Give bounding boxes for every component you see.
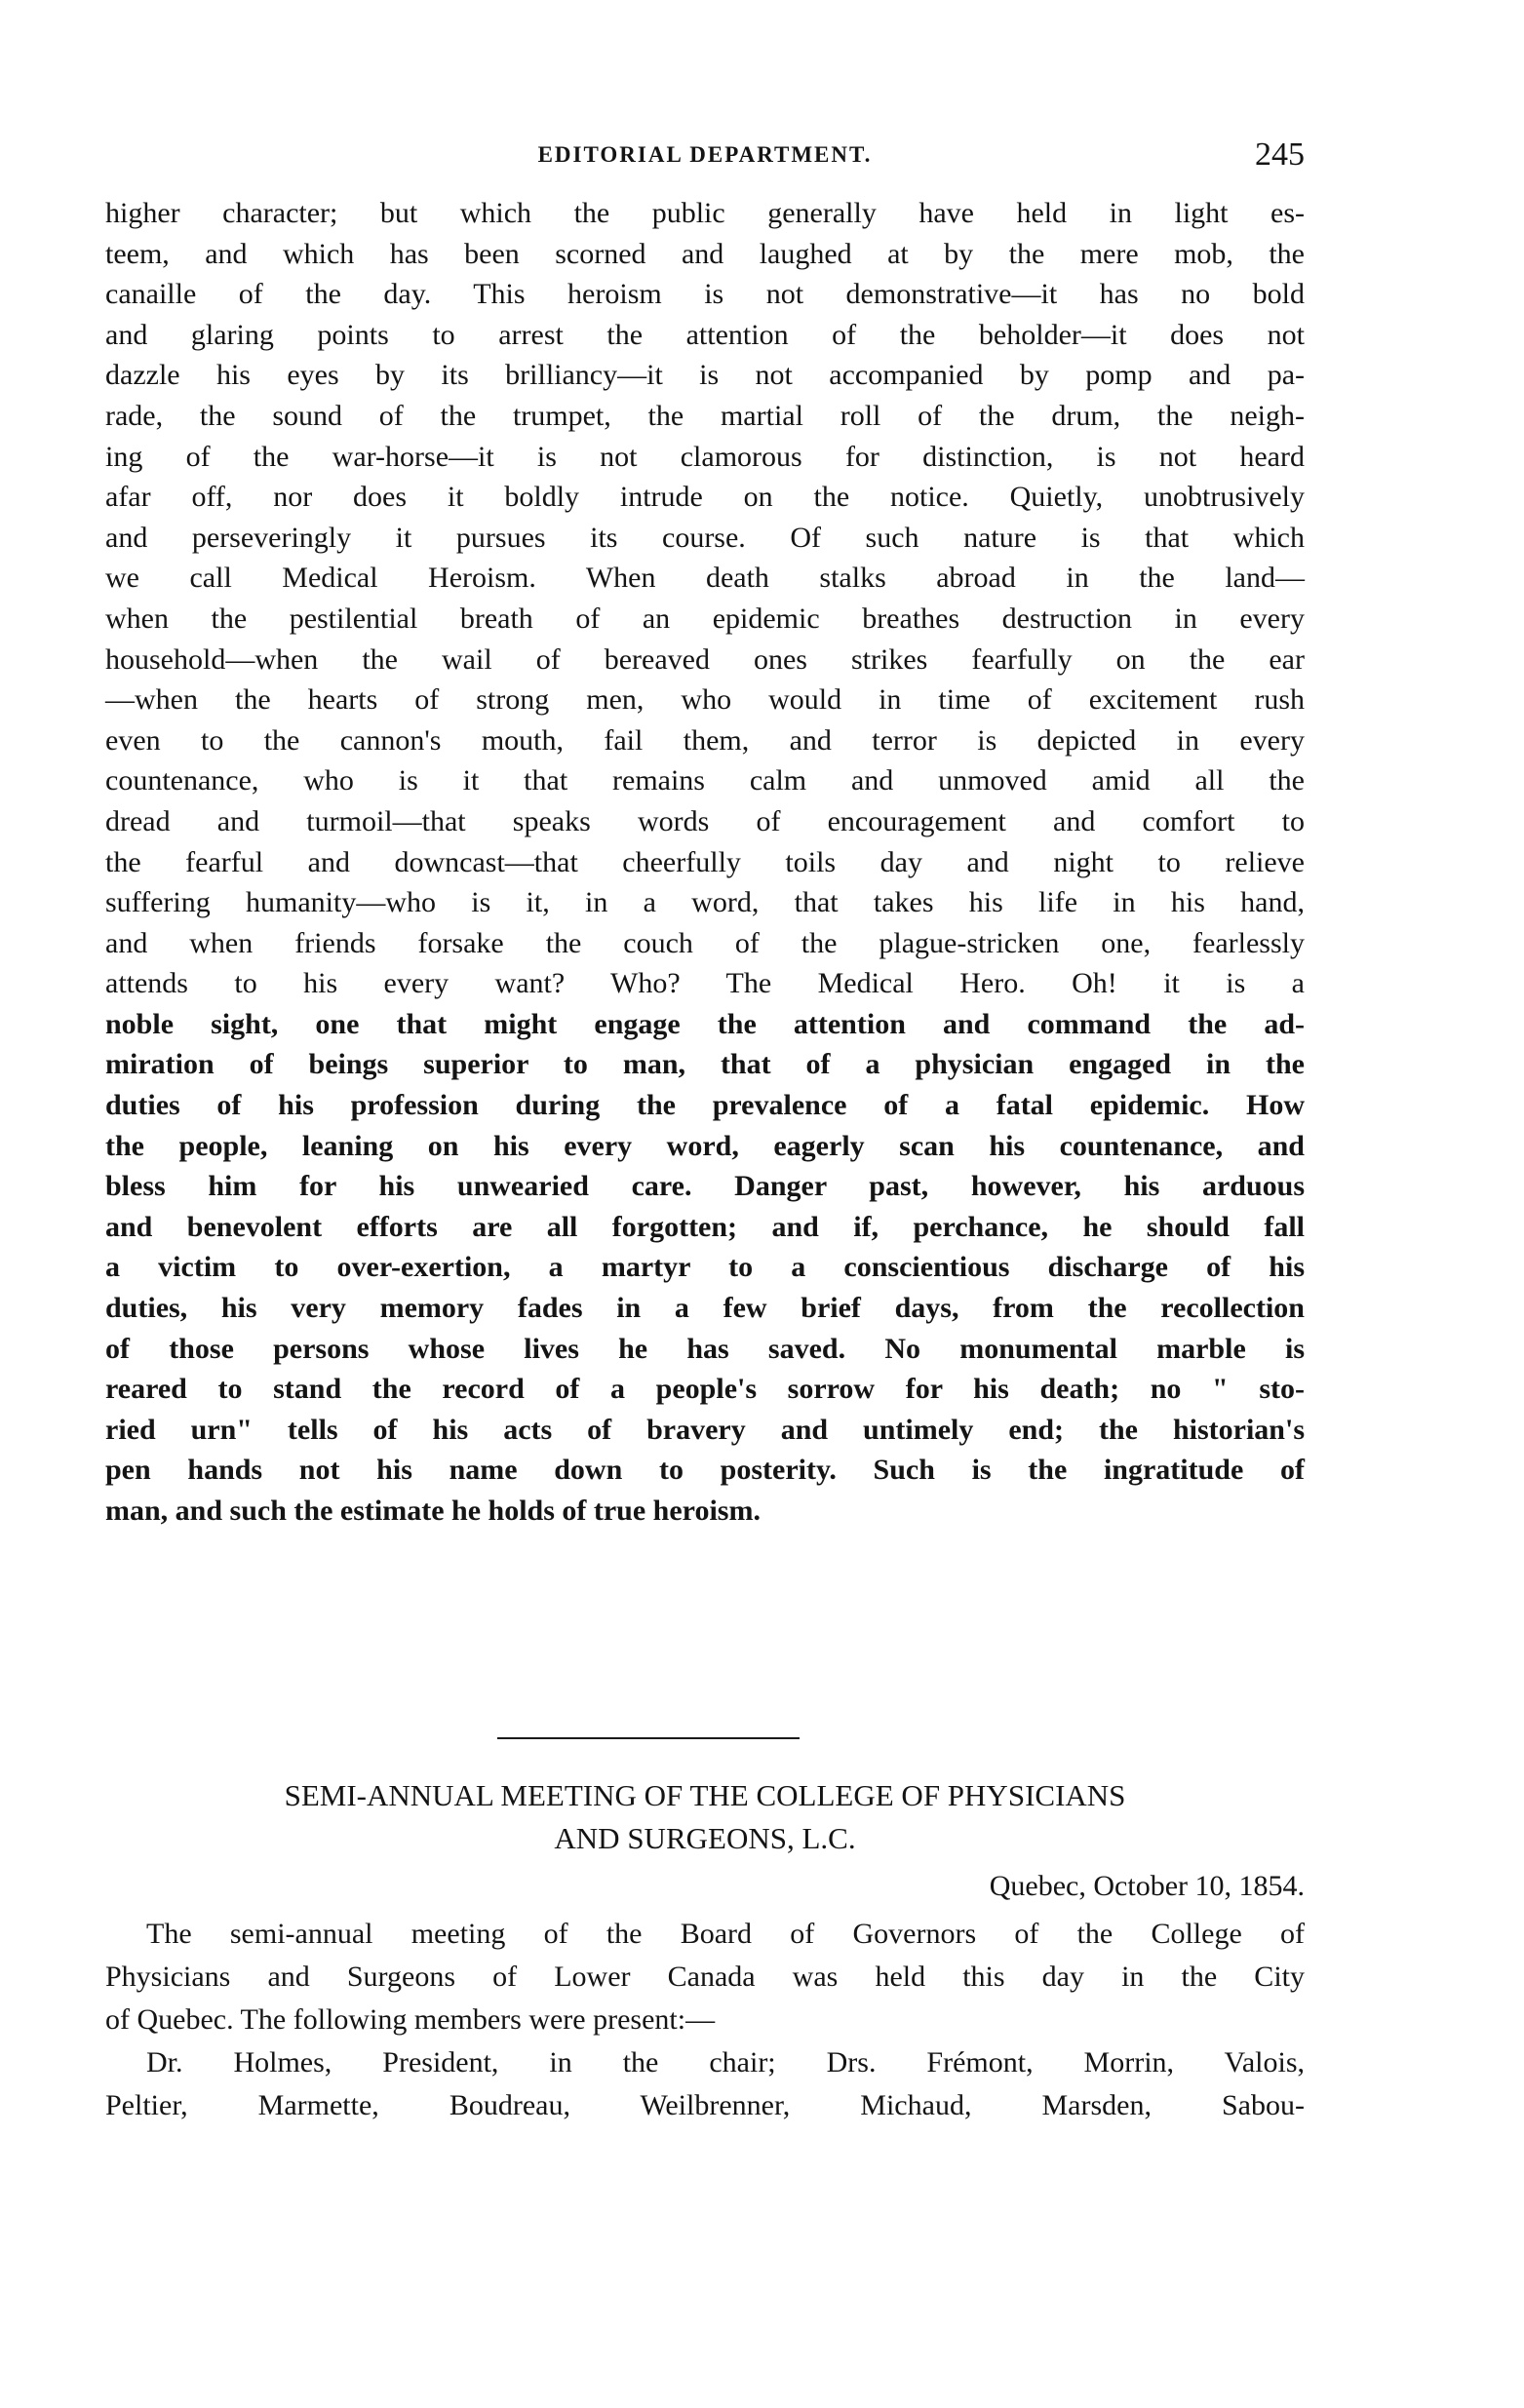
report-line: The semi-annual meeting of the Board of Governors of the College of: [146, 1918, 1305, 1950]
essay-line: ried urn" tells of his acts of bravery and untimely end; the historian's: [105, 1413, 1305, 1446]
essay-line: even to the cannon's mouth, fail them, and terror is depicted in every: [105, 723, 1305, 757]
essay-line: —when the hearts of strong men, who would in time of excitement rush: [105, 683, 1305, 717]
essay-line: household—when the wail of bereaved ones strikes fearfully on the ear: [105, 642, 1305, 676]
essay-line: and when friends forsake the couch of the plague-stricken one, fearlessly: [105, 926, 1305, 959]
essay-line: suffering humanity—who is it, in a word, that takes his life in his hand,: [105, 886, 1305, 919]
essay-line: and glaring points to arrest the attention of the beholder—it does not: [105, 318, 1305, 351]
essay-line: ing of the war-horse—it is not clamorous for distinction, is not heard: [105, 440, 1305, 473]
essay-line: we call Medical Heroism. When death stalks abroad in the land—: [105, 562, 1305, 595]
essay-line: and benevolent efforts are all forgotten; and if, perchance, he should fall: [105, 1210, 1305, 1243]
meeting-report: [105, 1913, 1305, 2127]
editorial-essay: [105, 193, 1305, 1532]
dateline: Quebec, October 10, 1854.: [989, 1870, 1305, 1902]
essay-line: dread and turmoil—that speaks words of encouragement and comfort to: [105, 804, 1305, 837]
report-line: Physicians and Surgeons of Lower Canada was held this day in the City: [105, 1961, 1305, 1993]
essay-line: a victim to over-exertion, a martyr to a conscientious discharge of his: [105, 1251, 1305, 1284]
essay-line: teem, and which has been scorned and laughed at by the mere mob, the: [105, 237, 1305, 270]
section-heading-line: SEMI-ANNUAL MEETING OF THE COLLEGE OF PHYSICIANS: [284, 1778, 1126, 1812]
essay-line: canaille of the day. This heroism is not demonstrative—it has no bold: [105, 278, 1305, 311]
section-heading: [105, 1774, 1305, 1860]
essay-line: the people, leaning on his every word, eagerly scan his countenance, and: [105, 1129, 1305, 1162]
essay-line: and perseveringly it pursues its course. Of such nature is that which: [105, 521, 1305, 554]
essay-line: countenance, who is it that remains calm and unmoved amid all the: [105, 764, 1305, 797]
essay-line: duties of his profession during the prevalence of a fatal epidemic. How: [105, 1089, 1305, 1122]
report-line: Dr. Holmes, President, in the chair; Drs. Frémont, Morrin, Valois,: [146, 2046, 1305, 2078]
essay-line: miration of beings superior to man, that of a physician engaged in the: [105, 1048, 1305, 1081]
page-number: 245: [1255, 136, 1305, 173]
essay-line: dazzle his eyes by its brilliancy—it is not accompanied by pomp and pa-: [105, 359, 1305, 392]
report-line: of Quebec. The following members were present:—: [105, 2003, 716, 2036]
section-divider: [497, 1737, 800, 1739]
essay-line: rade, the sound of the trumpet, the martial roll of the drum, the neigh-: [105, 399, 1305, 432]
running-head: [105, 136, 1305, 175]
essay-line: of those persons whose lives he has saved. No monumental marble is: [105, 1332, 1305, 1365]
essay-line: noble sight, one that might engage the attention and command the ad-: [105, 1007, 1305, 1040]
essay-line: duties, his very memory fades in a few brief days, from the recollection: [105, 1292, 1305, 1325]
essay-line: the fearful and downcast—that cheerfully toils day and night to relieve: [105, 845, 1305, 878]
essay-line: attends to his every want? Who? The Medical Hero. Oh! it is a: [105, 967, 1305, 1000]
essay-line: afar off, nor does it boldly intrude on the notice. Quietly, unobtrusively: [105, 481, 1305, 514]
essay-line: bless him for his unwearied care. Danger past, however, his arduous: [105, 1170, 1305, 1203]
essay-line: when the pestilential breath of an epidemic breathes destruction in every: [105, 602, 1305, 635]
report-line: Peltier, Marmette, Boudreau, Weilbrenner, Michaud, Marsden, Sabou-: [105, 2089, 1305, 2121]
running-title: EDITORIAL DEPARTMENT.: [537, 142, 873, 167]
essay-line: man, and such the estimate he holds of true heroism.: [105, 1495, 761, 1527]
essay-line: reared to stand the record of a people's sorrow for his death; no " sto-: [105, 1373, 1305, 1406]
essay-line: higher character; but which the public generally have held in light es-: [105, 197, 1305, 229]
section-heading-line: AND SURGEONS, L.C.: [554, 1821, 856, 1855]
essay-line: pen hands not his name down to posterity. Such is the ingratitude of: [105, 1454, 1305, 1487]
